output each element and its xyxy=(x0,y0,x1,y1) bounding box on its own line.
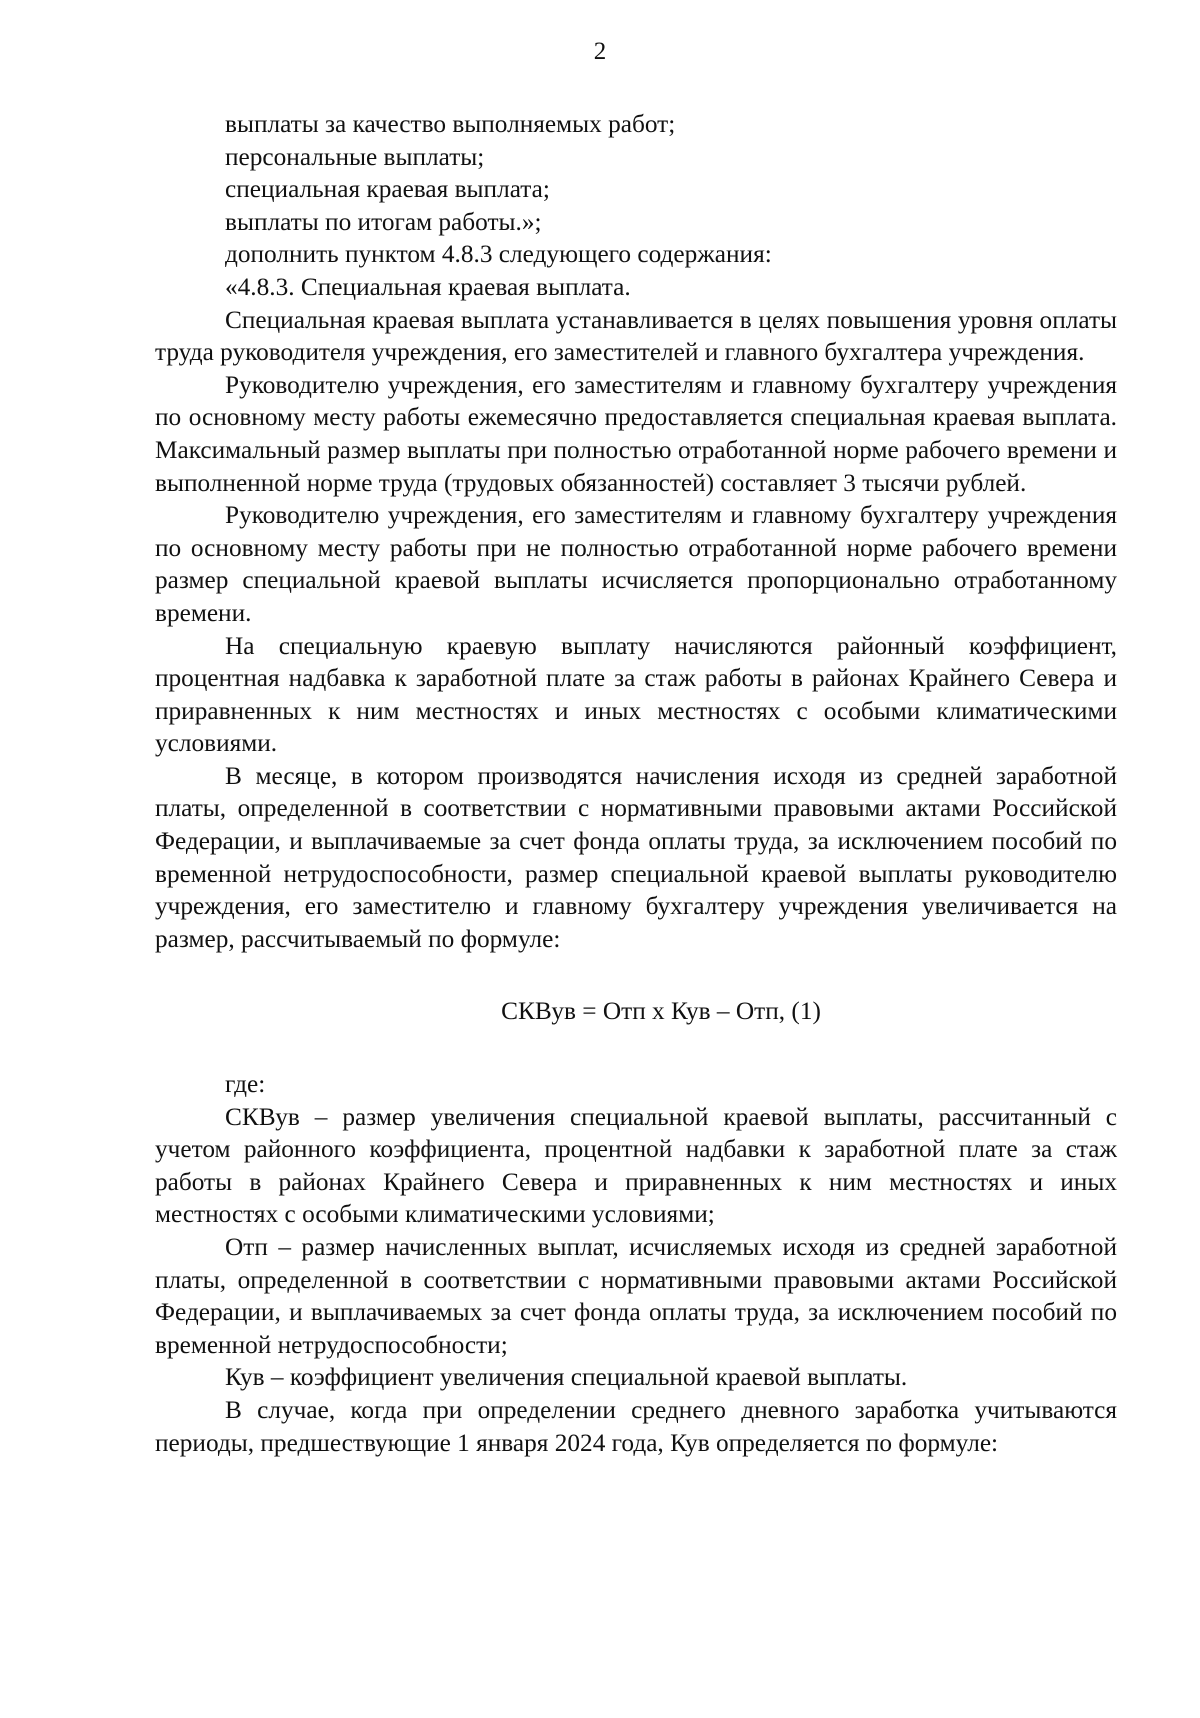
list-line-personal-payments: персональные выплаты; xyxy=(225,142,485,171)
paragraph-increase-rule: В месяце, в котором производятся начисления исходя из средней заработной платы, определенной в соответствии с нормативными правовыми актами Российской Федерации, и выплачиваемые за счет фонда оплаты труда, за исключением пособий по временной нетрудоспособности, размер специальной краевой выплаты руководителю учреждения, его заместителю и главному бухгалтеру учреждения увеличивается на размер, рассчитываемый по формуле: xyxy=(155,761,1117,953)
section-heading-4-8-3: «4.8.3. Специальная краевая выплата. xyxy=(225,272,631,301)
amendment-instruction: дополнить пунктом 4.8.3 следующего содержания: xyxy=(225,240,772,269)
paragraph-proportional: Руководителю учреждения, его заместителям и главному бухгалтеру учреждения по основному месту работы при не полностью отработанной норме рабочего времени размер специальной краевой выплаты исчисляется пропорционально отработанному времени. xyxy=(155,501,1117,627)
where-label: где: xyxy=(225,1070,266,1099)
definition-otp: Отп – размер начисленных выплат, исчисляемых исходя из средней заработной платы, определенной в соответствии с нормативными правовыми актами Российской Федерации, и выплачиваемых за счет фонда оплаты труда, за исключением пособий по временной нетрудоспособности; xyxy=(155,1233,1117,1359)
list-line-quality-payments: выплаты за качество выполняемых работ; xyxy=(225,110,676,138)
list-line-special-regional-payment: специальная краевая выплата; xyxy=(225,175,550,204)
document-body xyxy=(155,108,1117,1459)
paragraph-coefficients: На специальную краевую выплату начисляются районный коэффициент, процентная надбавка к заработной плате за стаж работы в районах Крайнего Севера и приравненных к ним местностях и иных местностях с особыми климатическими условиями. xyxy=(155,631,1117,758)
definition-skvuv: СКВув – размер увеличения специальной краевой выплаты, рассчитанный с учетом районного коэффициента, процентной надбавки к заработной плате за стаж работы в районах Крайнего Севера и приравненных к ним местностях и иных местностях с особыми климатическими условиями; xyxy=(155,1102,1117,1229)
definition-kuv: Кув – коэффициент увеличения специальной краевой выплаты. xyxy=(225,1363,908,1392)
page-number: 2 xyxy=(593,38,607,65)
formula-1: СКВув = Отп х Кув – Отп, (1) xyxy=(501,997,821,1026)
paragraph-kuv-formula-intro: В случае, когда при определении среднего дневного заработка учитываются периоды, предшествующие 1 января 2024 года, Кув определяется по формуле: xyxy=(155,1395,1117,1457)
paragraph-purpose: Специальная краевая выплата устанавливается в целях повышения уровня оплаты труда руководителя учреждения, его заместителей и главного бухгалтера учреждения. xyxy=(155,305,1117,367)
list-line-results-payments: выплаты по итогам работы.»; xyxy=(225,207,542,236)
paragraph-monthly-payment: Руководителю учреждения, его заместителям и главному бухгалтеру учреждения по основному месту работы ежемесячно предоставляется специальная краевая выплата. Максимальный размер выплаты при полностью отработанной норме рабочего времени и выполненной норме труда (трудовых обязанностей) составляет 3 тысячи рублей. xyxy=(155,370,1117,497)
